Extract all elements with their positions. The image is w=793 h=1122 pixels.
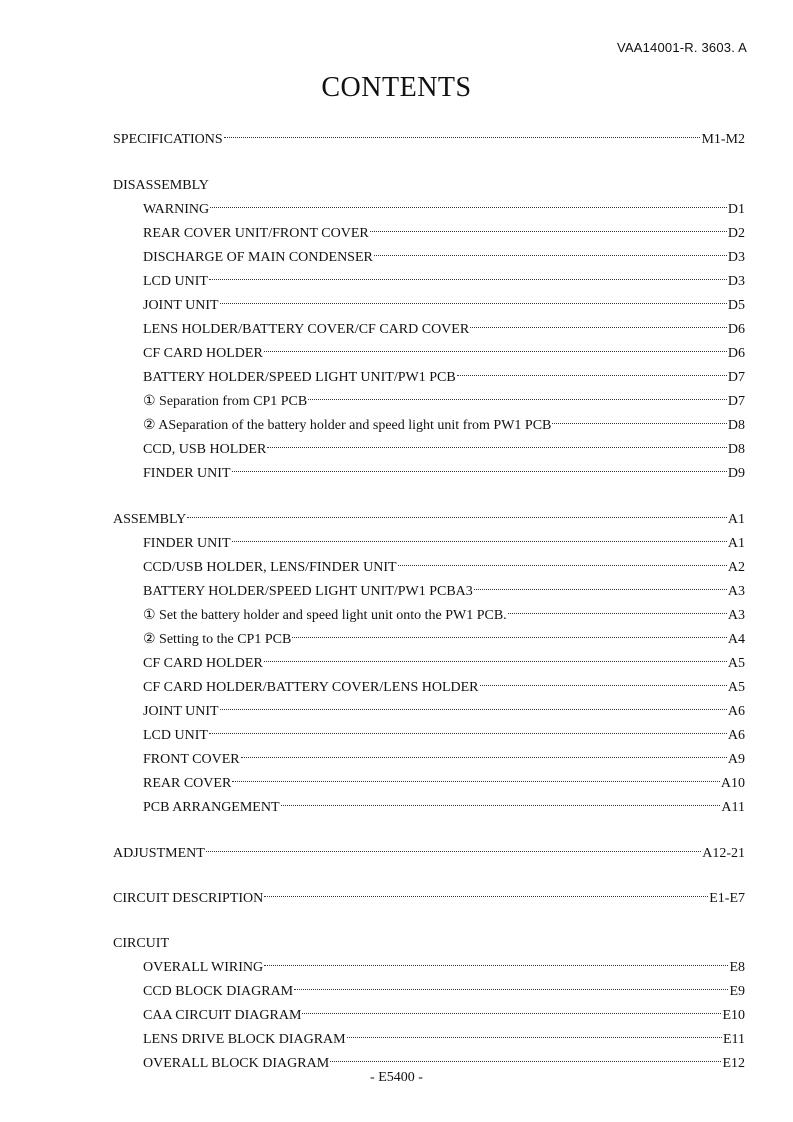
toc-page: D3 (727, 250, 745, 265)
toc-page: A3 (727, 608, 745, 623)
toc-entry[interactable] (113, 366, 745, 390)
spacer (113, 911, 745, 932)
dot-leader (308, 399, 727, 400)
toc-page: D6 (727, 346, 745, 361)
toc-page: A6 (727, 728, 745, 743)
dot-leader (302, 1013, 721, 1014)
toc-entry[interactable] (113, 270, 745, 294)
toc-page: D8 (727, 418, 745, 433)
toc-entry[interactable] (113, 796, 745, 820)
assembly-list (113, 532, 745, 820)
toc-page: E11 (722, 1032, 745, 1047)
dot-leader (330, 1061, 721, 1062)
toc-page: A11 (721, 800, 745, 815)
toc-page: A1 (727, 536, 745, 551)
dot-leader (264, 896, 708, 897)
dot-leader (220, 303, 727, 304)
toc-entry[interactable] (113, 246, 745, 270)
toc-page: D2 (727, 226, 745, 241)
toc-page: D1 (727, 202, 745, 217)
toc-page: D8 (727, 442, 745, 457)
toc-label: CF CARD HOLDER/BATTERY COVER/LENS HOLDER (143, 680, 479, 695)
dot-leader (264, 965, 728, 966)
toc-label: OVERALL WIRING (143, 960, 264, 975)
toc-label: ② Setting to the CP1 PCB (143, 632, 292, 647)
toc-page: A2 (727, 560, 745, 575)
dot-leader (552, 423, 727, 424)
toc-label: JOINT UNIT (143, 704, 219, 719)
dot-leader (398, 565, 727, 566)
toc-entry[interactable] (113, 198, 745, 222)
toc-entry[interactable] (113, 462, 745, 486)
toc-label: ① Set the battery holder and speed light unit onto the PW1 PCB. (143, 608, 507, 623)
toc-entry[interactable] (113, 222, 745, 246)
toc-page: E10 (722, 1008, 745, 1023)
toc-entry-adjustment[interactable] (113, 842, 745, 866)
toc-entry[interactable] (113, 956, 745, 980)
dot-leader (241, 757, 727, 758)
dot-leader (474, 589, 727, 590)
spacer (113, 866, 745, 887)
toc-entry[interactable] (113, 700, 745, 724)
toc-label: BATTERY HOLDER/SPEED LIGHT UNIT/PW1 PCBA3 (143, 584, 473, 599)
toc-entry-assembly[interactable] (113, 508, 745, 532)
toc-label: JOINT UNIT (143, 298, 219, 313)
toc-entry[interactable] (113, 580, 745, 604)
section-heading-disassembly: DISASSEMBLY (113, 178, 209, 193)
toc-entry[interactable] (113, 556, 745, 580)
dot-leader (232, 781, 720, 782)
dot-leader (508, 613, 727, 614)
toc-page: D5 (727, 298, 745, 313)
toc-label: FINDER UNIT (143, 536, 231, 551)
toc-page: A5 (727, 656, 745, 671)
dot-leader (264, 661, 727, 662)
toc-entry[interactable] (113, 748, 745, 772)
toc-label: CIRCUIT DESCRIPTION (113, 891, 264, 906)
toc-page: A9 (727, 752, 745, 767)
toc-label: ASSEMBLY (113, 512, 187, 527)
dot-leader (264, 351, 727, 352)
toc-page: E8 (729, 960, 745, 975)
toc-label: CAA CIRCUIT DIAGRAM (143, 1008, 302, 1023)
toc-label: CCD BLOCK DIAGRAM (143, 984, 294, 999)
toc-entry[interactable] (113, 676, 745, 700)
toc-label: BATTERY HOLDER/SPEED LIGHT UNIT/PW1 PCB (143, 370, 456, 385)
dot-leader (347, 1037, 722, 1038)
toc-page: A5 (727, 680, 745, 695)
dot-leader (224, 137, 701, 138)
document-id: VAA14001-R. 3603. A (616, 40, 747, 55)
section-heading-circuit: CIRCUIT (113, 936, 169, 951)
toc-label: FRONT COVER (143, 752, 240, 767)
toc-label: LCD UNIT (143, 274, 208, 289)
disassembly-list (113, 198, 745, 486)
toc-label: ① Separation from CP1 PCB (143, 394, 308, 409)
toc-page: A10 (720, 776, 745, 791)
dot-leader (292, 637, 727, 638)
dot-leader (457, 375, 727, 376)
toc-label: FINDER UNIT (143, 466, 231, 481)
toc-page: A4 (727, 632, 745, 647)
dot-leader (281, 805, 721, 806)
dot-leader (220, 709, 727, 710)
dot-leader (370, 231, 727, 232)
toc-entry[interactable] (113, 438, 745, 462)
toc-label: REAR COVER UNIT/FRONT COVER (143, 226, 369, 241)
toc-entry[interactable] (113, 1028, 745, 1052)
toc-page: D6 (727, 322, 745, 337)
toc-entry[interactable] (113, 980, 745, 1004)
toc-page: D7 (727, 394, 745, 409)
dot-leader (294, 989, 728, 990)
toc-entry[interactable] (113, 342, 745, 366)
toc-label: LENS HOLDER/BATTERY COVER/CF CARD COVER (143, 322, 470, 337)
toc-entry-specifications[interactable] (113, 128, 745, 152)
toc-label: LCD UNIT (143, 728, 208, 743)
toc-entry-circuit-description[interactable] (113, 887, 745, 911)
spacer (113, 486, 745, 508)
toc-page: E9 (729, 984, 745, 999)
toc-page: M1-M2 (701, 132, 745, 147)
dot-leader (267, 447, 727, 448)
toc-label: CCD, USB HOLDER (143, 442, 267, 457)
toc-label: CF CARD HOLDER (143, 346, 263, 361)
toc-label: WARNING (143, 202, 210, 217)
dot-leader (470, 327, 727, 328)
toc-page: E12 (722, 1056, 745, 1071)
dot-leader (374, 255, 727, 256)
dot-leader (209, 733, 727, 734)
toc-label: CF CARD HOLDER (143, 656, 263, 671)
toc-label: ADJUSTMENT (113, 846, 205, 861)
page-footer: - E5400 - (370, 1070, 423, 1085)
toc-label: LENS DRIVE BLOCK DIAGRAM (143, 1032, 346, 1047)
dot-leader (232, 471, 727, 472)
toc-entry[interactable] (113, 604, 745, 628)
toc-entry[interactable] (113, 724, 745, 748)
toc-label: CCD/USB HOLDER, LENS/FINDER UNIT (143, 560, 397, 575)
circuit-list (113, 956, 745, 1076)
toc-label: PCB ARRANGEMENT (143, 800, 280, 815)
toc-label: REAR COVER (143, 776, 232, 791)
toc-page: A3 (727, 584, 745, 599)
page-title: CONTENTS (321, 72, 472, 103)
toc-page: A12-21 (702, 846, 745, 861)
spacer (113, 820, 745, 842)
toc-entry[interactable] (113, 628, 745, 652)
dot-leader (187, 517, 727, 518)
toc-label: DISCHARGE OF MAIN CONDENSER (143, 250, 373, 265)
toc-label: SPECIFICATIONS (113, 132, 223, 147)
toc-entry[interactable] (113, 294, 745, 318)
table-of-contents (113, 128, 745, 1076)
toc-entry[interactable] (113, 532, 745, 556)
toc-page: A1 (727, 512, 745, 527)
dot-leader (209, 279, 727, 280)
spacer (113, 152, 745, 174)
toc-label: ② ASeparation of the battery holder and speed light unit from PW1 PCB (143, 418, 552, 433)
toc-entry[interactable] (113, 652, 745, 676)
toc-page: E1-E7 (709, 891, 745, 906)
toc-entry[interactable] (113, 1004, 745, 1028)
toc-entry[interactable] (113, 414, 745, 438)
toc-page: D3 (727, 274, 745, 289)
dot-leader (232, 541, 727, 542)
dot-leader (480, 685, 727, 686)
toc-page: D9 (727, 466, 745, 481)
dot-leader (210, 207, 727, 208)
toc-entry[interactable] (113, 318, 745, 342)
toc-page: D7 (727, 370, 745, 385)
toc-entry[interactable] (113, 772, 745, 796)
toc-page: A6 (727, 704, 745, 719)
dot-leader (206, 851, 701, 852)
toc-entry[interactable] (113, 390, 745, 414)
toc-label: OVERALL BLOCK DIAGRAM (143, 1056, 330, 1071)
